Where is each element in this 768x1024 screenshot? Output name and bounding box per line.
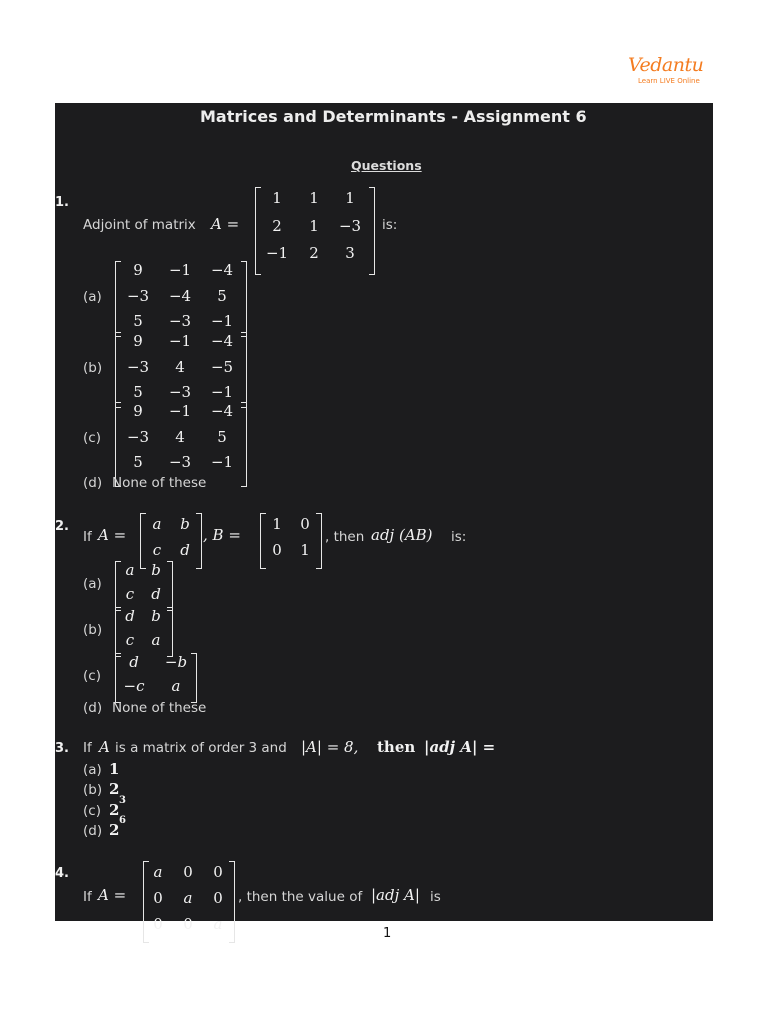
matrix-cell: −4 bbox=[210, 332, 234, 350]
option-label-c: (c) bbox=[83, 803, 101, 819]
matrix-cell: −1 bbox=[168, 402, 192, 420]
question-text: If bbox=[83, 529, 92, 545]
matrix-cell: 0 bbox=[183, 915, 193, 933]
option-b-matrix bbox=[115, 607, 173, 657]
matrix-A bbox=[143, 861, 235, 943]
matrix-cell: b bbox=[180, 515, 190, 533]
page-number: 1 bbox=[383, 926, 392, 941]
option-d-base: 2 bbox=[109, 821, 120, 839]
matrix-cell: 1 bbox=[272, 189, 282, 207]
matrix-cell: −3 bbox=[126, 428, 150, 446]
question-number: 3. bbox=[55, 741, 69, 756]
question-number: 1. bbox=[55, 195, 69, 210]
matrix-cell: −3 bbox=[168, 383, 192, 401]
matrix-cell: −1 bbox=[210, 383, 234, 401]
matrix-B bbox=[260, 513, 322, 569]
matrix-cell: 5 bbox=[217, 287, 227, 305]
question-expression: |adj A| bbox=[371, 886, 420, 904]
matrix-cell: −b bbox=[164, 653, 188, 671]
option-label-c: (c) bbox=[83, 668, 101, 684]
matrix-variable-a: A = bbox=[98, 526, 127, 544]
matrix-variable: A = bbox=[98, 886, 127, 904]
matrix-cell: 4 bbox=[175, 358, 185, 376]
option-d-text: None of these bbox=[112, 700, 207, 716]
matrix-cell: 0 bbox=[153, 915, 163, 933]
option-d-exponent: 6 bbox=[119, 815, 126, 826]
matrix-cell: 5 bbox=[133, 383, 143, 401]
determinant-condition: |A| = 8, bbox=[301, 738, 359, 756]
question-number: 2. bbox=[55, 519, 69, 534]
logo-tagline: Learn LIVE Online bbox=[638, 77, 700, 85]
question-text-mid: , then bbox=[325, 529, 365, 545]
question-text: Adjoint of matrix bbox=[83, 217, 196, 233]
matrix-cell: 0 bbox=[213, 889, 223, 907]
option-b-matrix bbox=[115, 332, 247, 408]
matrix-cell: c bbox=[125, 585, 135, 603]
matrix-cell: −4 bbox=[210, 261, 234, 279]
section-heading: Questions bbox=[351, 158, 422, 173]
matrix-cell: a bbox=[213, 915, 223, 933]
option-b-value: 2 bbox=[109, 780, 120, 798]
matrix-cell: a bbox=[153, 863, 163, 881]
option-a-matrix bbox=[115, 261, 247, 337]
question-text: If bbox=[83, 889, 92, 905]
matrix-cell: 0 bbox=[300, 515, 310, 533]
matrix-cell: −c bbox=[123, 677, 145, 695]
question-text-mid: , then the value of bbox=[238, 889, 363, 905]
matrix-variable: A = bbox=[211, 215, 240, 233]
matrix-variable-b: , B = bbox=[203, 526, 241, 544]
option-label-d: (d) bbox=[83, 700, 103, 716]
option-label-d: (d) bbox=[83, 475, 103, 491]
question-text-end: is: bbox=[382, 217, 398, 233]
question-text-end: is bbox=[430, 889, 441, 905]
matrix-cell: 9 bbox=[133, 332, 143, 350]
matrix-cell: d bbox=[129, 653, 139, 671]
option-d-text: None of these bbox=[112, 475, 207, 491]
option-c-matrix bbox=[115, 653, 197, 703]
matrix-cell: a bbox=[152, 515, 162, 533]
logo-wordmark: Vedantu bbox=[628, 54, 704, 76]
page-title: Matrices and Determinants - Assignment 6 bbox=[200, 107, 587, 126]
matrix-cell: 4 bbox=[175, 428, 185, 446]
matrix-cell: 2 bbox=[309, 244, 319, 262]
matrix-cell: −1 bbox=[265, 244, 289, 262]
option-label-b: (b) bbox=[83, 360, 103, 376]
matrix-cell: −3 bbox=[126, 358, 150, 376]
matrix-cell: 1 bbox=[309, 217, 319, 235]
question-expression: |adj A| = bbox=[424, 738, 496, 756]
matrix-cell: 3 bbox=[345, 244, 355, 262]
matrix-cell: 9 bbox=[133, 402, 143, 420]
option-label-b: (b) bbox=[83, 622, 103, 638]
matrix-cell: a bbox=[151, 631, 161, 649]
question-number: 4. bbox=[55, 866, 69, 881]
matrix-cell: a bbox=[171, 677, 181, 695]
matrix-cell: 2 bbox=[272, 217, 282, 235]
option-label-b: (b) bbox=[83, 782, 103, 798]
question-expression: adj (AB) bbox=[371, 526, 433, 544]
matrix-cell: d bbox=[151, 585, 161, 603]
matrix-cell: 1 bbox=[300, 541, 310, 559]
matrix-cell: −4 bbox=[210, 402, 234, 420]
matrix-cell: −3 bbox=[338, 217, 362, 235]
matrix-cell: −1 bbox=[168, 332, 192, 350]
option-a-matrix bbox=[115, 561, 173, 611]
matrix-cell: −1 bbox=[168, 261, 192, 279]
matrix-cell: d bbox=[125, 607, 135, 625]
then-word: then bbox=[377, 738, 416, 756]
matrix-cell: −3 bbox=[126, 287, 150, 305]
matrix-cell: 5 bbox=[217, 428, 227, 446]
question-text: If bbox=[83, 740, 92, 756]
matrix-cell: c bbox=[152, 541, 162, 559]
matrix-cell: 0 bbox=[213, 863, 223, 881]
document-page bbox=[55, 103, 713, 933]
option-label-a: (a) bbox=[83, 289, 102, 305]
matrix-cell: −5 bbox=[210, 358, 234, 376]
matrix-cell: 5 bbox=[133, 312, 143, 330]
matrix-cell: 0 bbox=[153, 889, 163, 907]
option-label-d: (d) bbox=[83, 823, 103, 839]
option-a-value: 1 bbox=[109, 760, 120, 778]
option-c-exponent: 3 bbox=[119, 795, 126, 806]
matrix-cell: c bbox=[125, 631, 135, 649]
matrix-cell: 1 bbox=[309, 189, 319, 207]
matrix-cell: a bbox=[125, 561, 135, 579]
question-text-end: is: bbox=[451, 529, 467, 545]
matrix-cell: 0 bbox=[183, 863, 193, 881]
matrix-variable: A bbox=[99, 738, 110, 756]
option-label-a: (a) bbox=[83, 576, 102, 592]
matrix-A bbox=[255, 187, 375, 275]
matrix-cell: 1 bbox=[272, 515, 282, 533]
matrix-cell: −1 bbox=[210, 312, 234, 330]
option-label-c: (c) bbox=[83, 430, 101, 446]
matrix-cell: 0 bbox=[272, 541, 282, 559]
matrix-cell: b bbox=[151, 561, 161, 579]
matrix-cell: −1 bbox=[210, 453, 234, 471]
matrix-cell: −4 bbox=[168, 287, 192, 305]
matrix-cell: −3 bbox=[168, 453, 192, 471]
option-label-a: (a) bbox=[83, 762, 102, 778]
option-c-base: 2 bbox=[109, 801, 120, 819]
matrix-cell: d bbox=[180, 541, 190, 559]
matrix-cell: 9 bbox=[133, 261, 143, 279]
vedantu-logo bbox=[628, 54, 708, 88]
matrix-cell: 1 bbox=[345, 189, 355, 207]
matrix-cell: b bbox=[151, 607, 161, 625]
matrix-cell: a bbox=[183, 889, 193, 907]
question-text-mid: is a matrix of order 3 and bbox=[115, 740, 287, 756]
matrix-cell: −3 bbox=[168, 312, 192, 330]
matrix-cell: 5 bbox=[133, 453, 143, 471]
